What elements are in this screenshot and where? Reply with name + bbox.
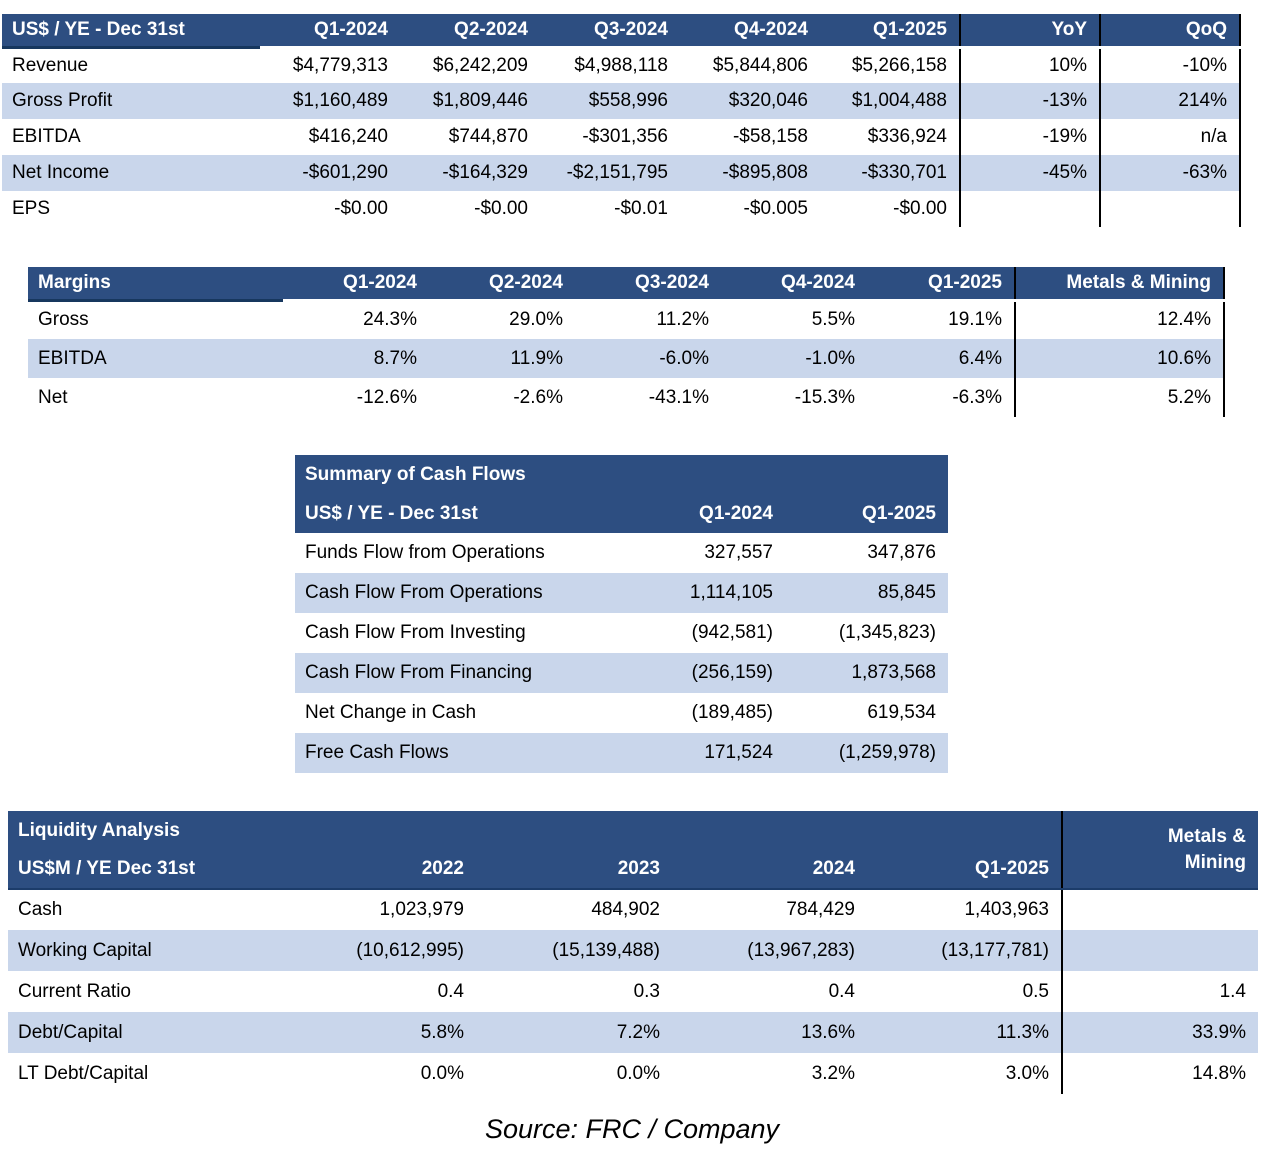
cash-flows-header-row <box>295 494 948 533</box>
liquidity-table <box>8 811 1258 1094</box>
value-cell: $1,004,488 <box>851 90 947 111</box>
quarterly-col-q2-2024: Q2-2024 <box>400 14 540 47</box>
liquidity-col-2023: 2023 <box>476 850 672 889</box>
cash-flows-col-q1-2025: Q1-2025 <box>785 494 948 533</box>
value-cell: 3.2% <box>811 1062 855 1084</box>
quarterly-col-q1-2024: Q1-2024 <box>260 14 400 47</box>
margins-title: Margins <box>28 267 283 300</box>
source-attribution: Source: FRC / Company <box>484 1114 780 1144</box>
table-row-net-income <box>2 155 1240 191</box>
value-cell: 0.0% <box>616 1062 660 1084</box>
row-label: Working Capital <box>18 939 152 961</box>
row-label: Cash Flow From Operations <box>305 582 543 603</box>
value-cell: (10,612,995) <box>356 939 464 961</box>
value-cell: 13.6% <box>801 1021 855 1043</box>
value-cell: 0.4 <box>437 980 464 1002</box>
table-row-net-change-cash <box>295 693 948 733</box>
benchmark-cell: 1.4 <box>1062 971 1258 1012</box>
row-label: Net Change in Cash <box>305 702 477 723</box>
row-label: EPS <box>12 198 51 219</box>
metals-mining-label: Metals & Mining <box>1167 825 1246 873</box>
value-cell: 6.4% <box>958 347 1002 369</box>
margins-table <box>28 267 1225 417</box>
value-cell: (1,345,823) <box>838 622 936 643</box>
table-row-gross-profit <box>2 83 1240 119</box>
row-label: Cash Flow From Financing <box>305 662 533 683</box>
value-cell: $336,924 <box>867 126 947 147</box>
cash-flows-col-q1-2024: Q1-2024 <box>625 494 785 533</box>
value-cell: 85,845 <box>877 582 936 603</box>
row-label: Gross <box>38 309 89 331</box>
empty-header-cell <box>672 811 867 850</box>
value-cell: -$0.00 <box>893 198 947 219</box>
row-label: Current Ratio <box>18 980 131 1002</box>
empty-header-cell <box>476 811 672 850</box>
value-cell: (13,967,283) <box>747 939 855 961</box>
value-cell: -6.0% <box>659 347 709 369</box>
benchmark-cell <box>1062 930 1258 971</box>
value-cell: $1,160,489 <box>292 90 388 111</box>
value-cell: 1,873,568 <box>851 662 936 683</box>
value-cell: (256,159) <box>691 662 773 683</box>
row-label: LT Debt/Capital <box>18 1062 149 1084</box>
quarterly-title: US$ / YE - Dec 31st <box>2 14 260 47</box>
row-label: EBITDA <box>38 347 107 369</box>
value-cell: 7.2% <box>616 1021 660 1043</box>
cash-flows-subtitle: US$ / YE - Dec 31st <box>295 494 625 533</box>
value-cell: 29.0% <box>509 309 563 331</box>
empty-header-cell <box>867 811 1062 850</box>
value-cell: 619,534 <box>867 702 936 723</box>
liquidity-subtitle: US$M / YE Dec 31st <box>8 850 280 889</box>
value-cell: -12.6% <box>356 386 417 408</box>
margins-col-q3-2024: Q3-2024 <box>575 267 721 300</box>
benchmark-cell: 10.6% <box>1015 339 1224 378</box>
table-row-debt-capital <box>8 1012 1258 1053</box>
benchmark-cell: 12.4% <box>1015 300 1224 339</box>
table-row-free-cash-flows <box>295 733 948 773</box>
empty-header-cell <box>280 811 476 850</box>
table-row-cash-flow-investing <box>295 613 948 653</box>
table-row-revenue <box>2 47 1240 83</box>
value-cell: 3.0% <box>1005 1062 1049 1084</box>
qoq-cell: n/a <box>1100 119 1240 155</box>
liquidity-title: Liquidity Analysis <box>8 811 280 850</box>
row-label: Net Income <box>12 162 110 183</box>
qoq-cell: -63% <box>1100 155 1240 191</box>
value-cell: (1,259,978) <box>838 742 936 763</box>
value-cell: 327,557 <box>704 542 773 563</box>
quarterly-header-row <box>2 14 1240 47</box>
value-cell: 784,429 <box>786 899 855 920</box>
margins-col-q1-2024: Q1-2024 <box>283 267 429 300</box>
quarterly-col-yoy: YoY <box>960 14 1100 47</box>
value-cell: -43.1% <box>648 386 709 408</box>
quarterly-col-q4-2024: Q4-2024 <box>680 14 820 47</box>
table-row-ebitda <box>2 119 1240 155</box>
value-cell: -$0.01 <box>614 198 668 219</box>
value-cell: 0.3 <box>633 980 660 1002</box>
value-cell: -$0.00 <box>334 198 388 219</box>
margins-col-metals-mining: Metals & Mining <box>1015 267 1224 300</box>
value-cell: -2.6% <box>513 386 563 408</box>
row-label: Debt/Capital <box>18 1021 123 1043</box>
table-row-eps <box>2 191 1240 227</box>
value-cell: -$601,290 <box>302 162 388 183</box>
qoq-cell: -10% <box>1100 47 1240 83</box>
value-cell: 11.9% <box>510 347 563 369</box>
row-label: EBITDA <box>12 126 81 147</box>
benchmark-cell <box>1062 889 1258 930</box>
yoy-cell: -45% <box>960 155 1100 191</box>
table-row-gross-margin <box>28 300 1224 339</box>
value-cell: 0.0% <box>420 1062 464 1084</box>
value-cell: 11.2% <box>656 309 709 331</box>
value-cell: -6.3% <box>952 386 1002 408</box>
yoy-cell: -13% <box>960 83 1100 119</box>
value-cell: 484,902 <box>591 899 660 920</box>
cash-flows-title-row <box>295 455 948 494</box>
value-cell: 11.3% <box>996 1021 1049 1043</box>
value-cell: 5.5% <box>811 309 855 331</box>
value-cell: $6,242,209 <box>432 54 528 76</box>
value-cell: $5,266,158 <box>851 54 947 76</box>
liquidity-col-2022: 2022 <box>280 850 476 889</box>
value-cell: 1,023,979 <box>379 899 464 920</box>
value-cell: -$164,329 <box>442 162 528 183</box>
row-label: Gross Profit <box>12 90 113 111</box>
value-cell: -15.3% <box>794 386 855 408</box>
value-cell: $320,046 <box>728 90 808 111</box>
table-row-cash <box>8 889 1258 930</box>
value-cell: (15,139,488) <box>552 939 660 961</box>
qoq-cell <box>1100 191 1240 227</box>
row-label: Cash Flow From Investing <box>305 622 526 643</box>
table-row-cash-flow-operations <box>295 573 948 613</box>
row-label: Net <box>38 386 68 408</box>
value-cell: 347,876 <box>867 542 936 563</box>
value-cell: -$895,808 <box>722 162 808 183</box>
margins-col-q2-2024: Q2-2024 <box>429 267 575 300</box>
quarterly-col-q1-2025: Q1-2025 <box>820 14 960 47</box>
benchmark-cell: 14.8% <box>1062 1053 1258 1094</box>
qoq-cell: 214% <box>1100 83 1240 119</box>
value-cell: 0.5 <box>1022 980 1049 1002</box>
value-cell: 19.1% <box>948 309 1002 331</box>
value-cell: 0.4 <box>828 980 855 1002</box>
row-label: Revenue <box>12 54 89 76</box>
table-row-ebitda-margin <box>28 339 1224 378</box>
row-label: Funds Flow from Operations <box>305 542 545 563</box>
row-label: Free Cash Flows <box>305 742 449 763</box>
value-cell: -$2,151,795 <box>566 162 668 183</box>
value-cell: (942,581) <box>691 622 773 643</box>
value-cell: -$0.005 <box>743 198 808 219</box>
liquidity-col-q1-2025: Q1-2025 <box>867 850 1062 889</box>
value-cell: $416,240 <box>308 126 388 147</box>
yoy-cell: -19% <box>960 119 1100 155</box>
value-cell: -$301,356 <box>582 126 668 147</box>
value-cell: -$0.00 <box>474 198 528 219</box>
table-row-funds-flow-operations <box>295 533 948 573</box>
quarterly-col-q3-2024: Q3-2024 <box>540 14 680 47</box>
benchmark-cell: 5.2% <box>1015 378 1224 417</box>
table-row-net-margin <box>28 378 1224 417</box>
margins-col-q4-2024: Q4-2024 <box>721 267 867 300</box>
value-cell: 1,114,105 <box>689 582 773 603</box>
yoy-cell <box>960 191 1100 227</box>
value-cell: (189,485) <box>691 702 773 723</box>
value-cell: -1.0% <box>805 347 855 369</box>
row-label: Cash <box>18 899 63 920</box>
quarterly-income-table <box>2 14 1241 227</box>
value-cell: -$58,158 <box>732 126 808 147</box>
table-row-current-ratio <box>8 971 1258 1012</box>
yoy-cell: 10% <box>960 47 1100 83</box>
cash-flows-table <box>295 455 948 773</box>
value-cell: (13,177,781) <box>941 939 1049 961</box>
value-cell: -$330,701 <box>861 162 947 183</box>
liquidity-col-metals-mining <box>1062 811 1258 889</box>
margins-col-q1-2025: Q1-2025 <box>867 267 1015 300</box>
value-cell: $744,870 <box>448 126 528 147</box>
value-cell: 24.3% <box>363 309 417 331</box>
cash-flows-title: Summary of Cash Flows <box>295 455 948 494</box>
quarterly-col-qoq: QoQ <box>1100 14 1240 47</box>
value-cell: 1,403,963 <box>964 899 1049 920</box>
value-cell: 5.8% <box>420 1021 464 1043</box>
table-row-cash-flow-financing <box>295 653 948 693</box>
value-cell: $5,844,806 <box>712 54 808 76</box>
value-cell: 171,524 <box>704 742 773 763</box>
margins-header-row <box>28 267 1224 300</box>
value-cell: $1,809,446 <box>432 90 528 111</box>
value-cell: 8.7% <box>373 347 417 369</box>
liquidity-title-row <box>8 811 1258 850</box>
value-cell: $4,988,118 <box>574 54 668 76</box>
table-row-lt-debt-capital <box>8 1053 1258 1094</box>
table-row-working-capital <box>8 930 1258 971</box>
liquidity-col-2024: 2024 <box>672 850 867 889</box>
value-cell: $4,779,313 <box>292 54 388 76</box>
benchmark-cell: 33.9% <box>1062 1012 1258 1053</box>
value-cell: $558,996 <box>588 90 668 111</box>
